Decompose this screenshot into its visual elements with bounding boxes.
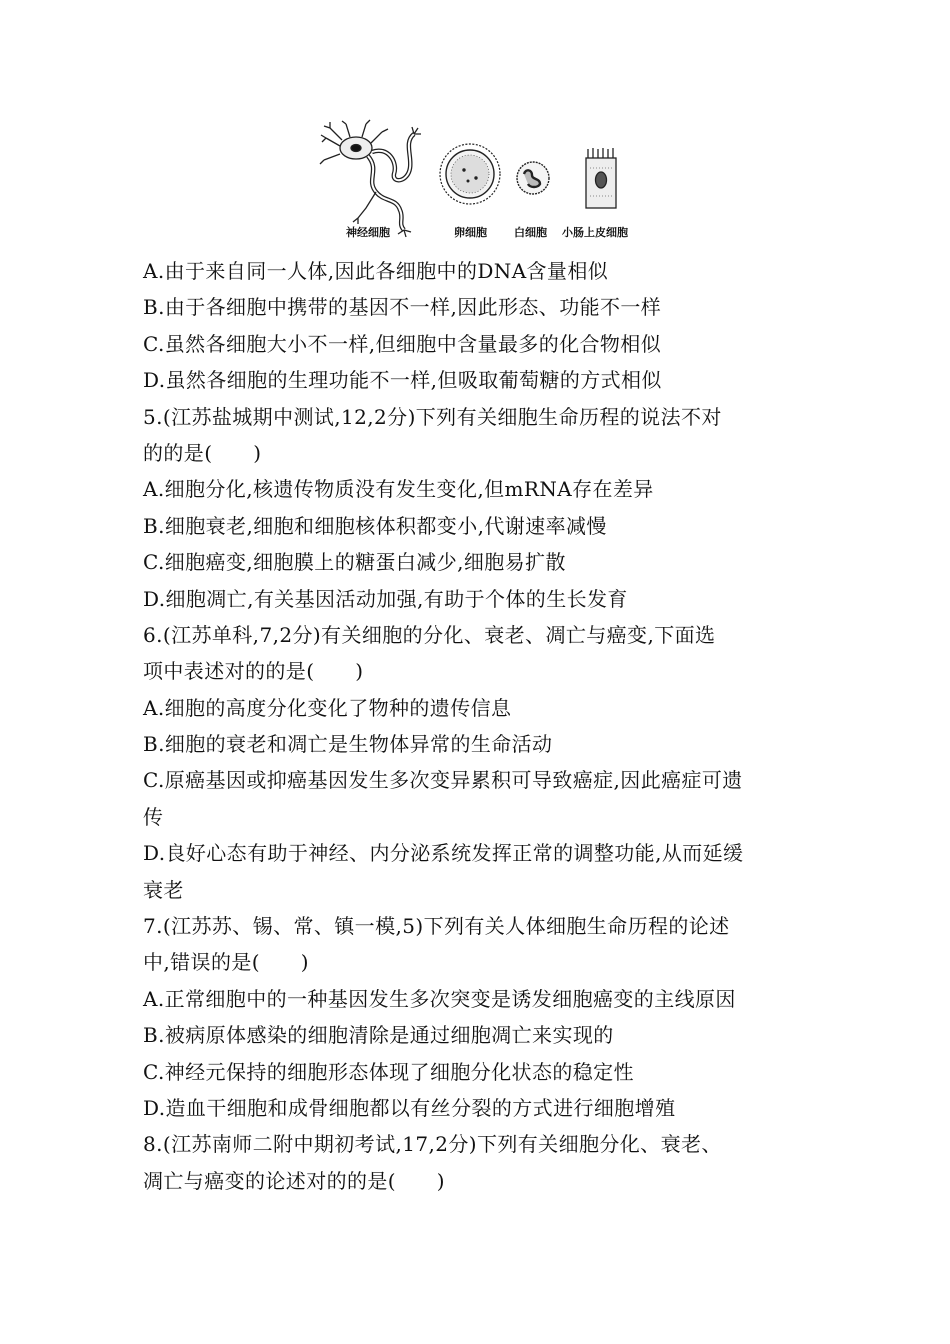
option-d-cont: 衰老 bbox=[143, 877, 184, 902]
option-c: C.原癌基因或抑癌基因发生多次变异累积可导致癌症,因此癌症可遗 bbox=[143, 768, 743, 793]
option-a: A.正常细胞中的一种基因发生多次突变是诱发细胞癌变的主线原因 bbox=[143, 986, 736, 1011]
question-5-stem-cont: 的的是( ) bbox=[143, 440, 262, 465]
option-c: C.虽然各细胞大小不一样,但细胞中含量最多的化合物相似 bbox=[143, 331, 662, 356]
option-a: A.细胞分化,核遗传物质没有发生变化,但mRNA存在差异 bbox=[143, 477, 654, 502]
option-a: A.细胞的高度分化变化了物种的遗传信息 bbox=[143, 695, 512, 720]
option-c: C.细胞癌变,细胞膜上的糖蛋白减少,细胞易扩散 bbox=[143, 550, 566, 575]
neuron-drawing bbox=[320, 120, 421, 237]
question-6-stem-cont: 项中表述对的的是( ) bbox=[143, 659, 364, 684]
caption-white-blood-cell: 白细胞 bbox=[514, 226, 547, 239]
option-b: B.细胞的衰老和凋亡是生物体异常的生命活动 bbox=[143, 732, 553, 757]
option-b: B.细胞衰老,细胞和细胞核体积都变小,代谢速率减慢 bbox=[143, 513, 607, 538]
question-8-stem: 8.(江苏南师二附中期初考试,17,2分)下列有关细胞分化、衰老、 bbox=[143, 1132, 722, 1157]
caption-egg-cell: 卵细胞 bbox=[454, 226, 487, 239]
option-d: D.细胞凋亡,有关基因活动加强,有助于个体的生长发育 bbox=[143, 586, 628, 611]
option-b: B.被病原体感染的细胞清除是通过细胞凋亡来实现的 bbox=[143, 1023, 614, 1048]
option-d: D.良好心态有助于神经、内分泌系统发挥正常的调整功能,从而延缓 bbox=[143, 841, 744, 866]
question-8-stem-cont: 凋亡与癌变的论述对的的是( ) bbox=[143, 1168, 446, 1193]
epithelial-cell-drawing bbox=[586, 148, 616, 208]
question-text bbox=[143, 253, 823, 1199]
cell-types-figure bbox=[318, 118, 638, 248]
question-5-stem: 5.(江苏盐城期中测试,12,2分)下列有关细胞生命历程的说法不对 bbox=[143, 404, 722, 429]
caption-neuron: 神经细胞 bbox=[346, 226, 390, 239]
option-d: D.虽然各细胞的生理功能不一样,但吸取葡萄糖的方式相似 bbox=[143, 368, 662, 393]
egg-cell-drawing bbox=[440, 144, 500, 204]
question-6-stem: 6.(江苏单科,7,2分)有关细胞的分化、衰老、凋亡与癌变,下面选 bbox=[143, 622, 716, 647]
caption-epithelial-cell: 小肠上皮细胞 bbox=[562, 226, 628, 239]
option-d: D.造血干细胞和成骨细胞都以有丝分裂的方式进行细胞增殖 bbox=[143, 1095, 676, 1120]
white-blood-cell-drawing bbox=[517, 162, 549, 194]
question-7-stem: 7.(江苏苏、锡、常、镇一模,5)下列有关人体细胞生命历程的论述 bbox=[143, 914, 730, 939]
option-c-cont: 传 bbox=[143, 804, 164, 829]
option-c: C.神经元保持的细胞形态体现了细胞分化状态的稳定性 bbox=[143, 1059, 634, 1084]
option-a: A.由于来自同一人体,因此各细胞中的DNA含量相似 bbox=[143, 259, 609, 283]
option-b: B.由于各细胞中携带的基因不一样,因此形态、功能不一样 bbox=[143, 295, 662, 320]
question-7-stem-cont: 中,错误的是( ) bbox=[143, 950, 309, 975]
